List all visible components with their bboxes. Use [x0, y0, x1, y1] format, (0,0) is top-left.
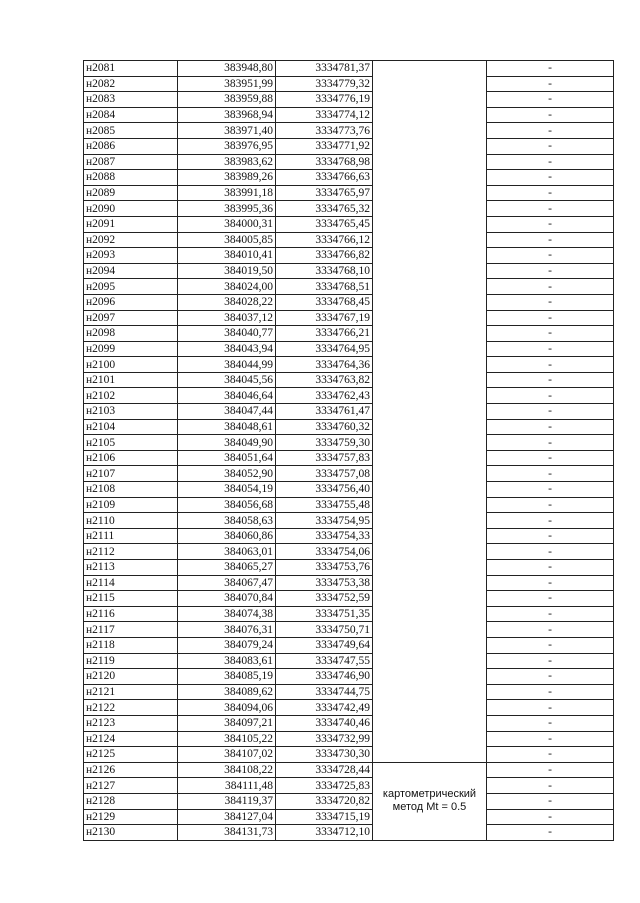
table-row — [84, 357, 614, 373]
y-coordinate-cell: 3334754,33 — [276, 528, 373, 544]
point-number-cell: н2084 — [84, 107, 178, 123]
table-row — [84, 466, 614, 482]
point-number-cell: н2099 — [84, 341, 178, 357]
x-coordinate-cell: 384105,22 — [178, 731, 276, 747]
coordinates-table-body — [84, 61, 614, 841]
y-coordinate-cell: 3334768,45 — [276, 294, 373, 310]
error-cell: - — [487, 653, 614, 669]
error-cell: - — [487, 372, 614, 388]
y-coordinate-cell: 3334715,19 — [276, 809, 373, 825]
y-coordinate-cell: 3334728,44 — [276, 762, 373, 778]
x-coordinate-cell: 383989,26 — [178, 170, 276, 186]
method-cell — [373, 762, 487, 840]
point-number-cell: н2111 — [84, 528, 178, 544]
table-row — [84, 622, 614, 638]
x-coordinate-cell: 384054,19 — [178, 482, 276, 498]
point-number-cell: н2122 — [84, 700, 178, 716]
y-coordinate-cell: 3334768,10 — [276, 263, 373, 279]
table-row — [84, 450, 614, 466]
table-row — [84, 575, 614, 591]
y-coordinate-cell: 3334774,12 — [276, 107, 373, 123]
x-coordinate-cell: 384045,56 — [178, 372, 276, 388]
x-coordinate-cell: 384097,21 — [178, 715, 276, 731]
error-cell: - — [487, 684, 614, 700]
x-coordinate-cell: 384085,19 — [178, 669, 276, 685]
error-cell: - — [487, 107, 614, 123]
y-coordinate-cell: 3334773,76 — [276, 123, 373, 139]
error-cell: - — [487, 232, 614, 248]
table-row — [84, 138, 614, 154]
y-coordinate-cell: 3334742,49 — [276, 700, 373, 716]
table-row — [84, 762, 614, 778]
error-cell: - — [487, 560, 614, 576]
error-cell: - — [487, 201, 614, 217]
y-coordinate-cell: 3334752,59 — [276, 591, 373, 607]
point-number-cell: н2108 — [84, 482, 178, 498]
point-number-cell: н2086 — [84, 138, 178, 154]
x-coordinate-cell: 384052,90 — [178, 466, 276, 482]
y-coordinate-cell: 3334776,19 — [276, 92, 373, 108]
table-row — [84, 513, 614, 529]
error-cell: - — [487, 778, 614, 794]
table-row — [84, 263, 614, 279]
table-row — [84, 388, 614, 404]
error-cell: - — [487, 825, 614, 841]
point-number-cell: н2093 — [84, 248, 178, 264]
x-coordinate-cell: 384127,04 — [178, 809, 276, 825]
table-row — [84, 201, 614, 217]
point-number-cell: н2098 — [84, 326, 178, 342]
error-cell: - — [487, 248, 614, 264]
table-row — [84, 715, 614, 731]
x-coordinate-cell: 384048,61 — [178, 419, 276, 435]
point-number-cell: н2095 — [84, 279, 178, 295]
y-coordinate-cell: 3334763,82 — [276, 372, 373, 388]
x-coordinate-cell: 384119,37 — [178, 793, 276, 809]
table-row — [84, 825, 614, 841]
point-number-cell: н2089 — [84, 185, 178, 201]
table-row — [84, 419, 614, 435]
point-number-cell: н2085 — [84, 123, 178, 139]
point-number-cell: н2092 — [84, 232, 178, 248]
x-coordinate-cell: 383983,62 — [178, 154, 276, 170]
y-coordinate-cell: 3334749,64 — [276, 637, 373, 653]
table-row — [84, 637, 614, 653]
y-coordinate-cell: 3334767,19 — [276, 310, 373, 326]
y-coordinate-cell: 3334732,99 — [276, 731, 373, 747]
y-coordinate-cell: 3334720,82 — [276, 793, 373, 809]
table-row — [84, 310, 614, 326]
error-cell: - — [487, 700, 614, 716]
point-number-cell: н2128 — [84, 793, 178, 809]
x-coordinate-cell: 384058,63 — [178, 513, 276, 529]
point-number-cell: н2101 — [84, 372, 178, 388]
table-row — [84, 497, 614, 513]
point-number-cell: н2117 — [84, 622, 178, 638]
error-cell: - — [487, 747, 614, 763]
error-cell: - — [487, 715, 614, 731]
point-number-cell: н2083 — [84, 92, 178, 108]
point-number-cell: н2100 — [84, 357, 178, 373]
x-coordinate-cell: 383971,40 — [178, 123, 276, 139]
x-coordinate-cell: 383948,80 — [178, 61, 276, 77]
error-cell: - — [487, 435, 614, 451]
table-row — [84, 793, 614, 809]
y-coordinate-cell: 3334765,97 — [276, 185, 373, 201]
point-number-cell: н2091 — [84, 216, 178, 232]
x-coordinate-cell: 384019,50 — [178, 263, 276, 279]
point-number-cell: н2110 — [84, 513, 178, 529]
x-coordinate-cell: 383995,36 — [178, 201, 276, 217]
y-coordinate-cell: 3334730,30 — [276, 747, 373, 763]
table-row — [84, 372, 614, 388]
y-coordinate-cell: 3334768,51 — [276, 279, 373, 295]
y-coordinate-cell: 3334765,32 — [276, 201, 373, 217]
error-cell: - — [487, 61, 614, 77]
x-coordinate-cell: 384063,01 — [178, 544, 276, 560]
y-coordinate-cell: 3334740,46 — [276, 715, 373, 731]
error-cell: - — [487, 450, 614, 466]
error-cell: - — [487, 294, 614, 310]
error-cell: - — [487, 513, 614, 529]
x-coordinate-cell: 384076,31 — [178, 622, 276, 638]
point-number-cell: н2125 — [84, 747, 178, 763]
table-row — [84, 248, 614, 264]
y-coordinate-cell: 3334766,63 — [276, 170, 373, 186]
x-coordinate-cell: 384131,73 — [178, 825, 276, 841]
x-coordinate-cell: 384107,02 — [178, 747, 276, 763]
x-coordinate-cell: 383968,94 — [178, 107, 276, 123]
table-row — [84, 606, 614, 622]
x-coordinate-cell: 384046,64 — [178, 388, 276, 404]
y-coordinate-cell: 3334757,83 — [276, 450, 373, 466]
point-number-cell: н2129 — [84, 809, 178, 825]
x-coordinate-cell: 384037,12 — [178, 310, 276, 326]
y-coordinate-cell: 3334754,95 — [276, 513, 373, 529]
point-number-cell: н2081 — [84, 61, 178, 77]
error-cell: - — [487, 388, 614, 404]
point-number-cell: н2127 — [84, 778, 178, 794]
error-cell: - — [487, 731, 614, 747]
y-coordinate-cell: 3334766,21 — [276, 326, 373, 342]
y-coordinate-cell: 3334761,47 — [276, 404, 373, 420]
y-coordinate-cell: 3334764,36 — [276, 357, 373, 373]
table-row — [84, 61, 614, 77]
table-row — [84, 76, 614, 92]
y-coordinate-cell: 3334750,71 — [276, 622, 373, 638]
error-cell: - — [487, 793, 614, 809]
y-coordinate-cell: 3334754,06 — [276, 544, 373, 560]
table-row — [84, 435, 614, 451]
table-row — [84, 653, 614, 669]
point-number-cell: н2097 — [84, 310, 178, 326]
y-coordinate-cell: 3334766,82 — [276, 248, 373, 264]
error-cell: - — [487, 575, 614, 591]
x-coordinate-cell: 384067,47 — [178, 575, 276, 591]
error-cell: - — [487, 404, 614, 420]
table-row — [84, 185, 614, 201]
point-number-cell: н2090 — [84, 201, 178, 217]
x-coordinate-cell: 384000,31 — [178, 216, 276, 232]
error-cell: - — [487, 591, 614, 607]
point-number-cell: н2113 — [84, 560, 178, 576]
x-coordinate-cell: 384056,68 — [178, 497, 276, 513]
point-number-cell: н2126 — [84, 762, 178, 778]
error-cell: - — [487, 669, 614, 685]
point-number-cell: н2114 — [84, 575, 178, 591]
y-coordinate-cell: 3334762,43 — [276, 388, 373, 404]
table-row — [84, 170, 614, 186]
error-cell: - — [487, 637, 614, 653]
error-cell: - — [487, 466, 614, 482]
y-coordinate-cell: 3334755,48 — [276, 497, 373, 513]
point-number-cell: н2118 — [84, 637, 178, 653]
point-number-cell: н2102 — [84, 388, 178, 404]
x-coordinate-cell: 384083,61 — [178, 653, 276, 669]
x-coordinate-cell: 383951,99 — [178, 76, 276, 92]
error-cell: - — [487, 357, 614, 373]
error-cell: - — [487, 185, 614, 201]
error-cell: - — [487, 170, 614, 186]
x-coordinate-cell: 384005,85 — [178, 232, 276, 248]
x-coordinate-cell: 384024,00 — [178, 279, 276, 295]
x-coordinate-cell: 384043,94 — [178, 341, 276, 357]
error-cell: - — [487, 326, 614, 342]
error-cell: - — [487, 138, 614, 154]
x-coordinate-cell: 384111,48 — [178, 778, 276, 794]
y-coordinate-cell: 3334753,38 — [276, 575, 373, 591]
coordinates-table — [83, 60, 614, 841]
table-row — [84, 669, 614, 685]
table-row — [84, 279, 614, 295]
error-cell: - — [487, 482, 614, 498]
error-cell: - — [487, 310, 614, 326]
x-coordinate-cell: 383976,95 — [178, 138, 276, 154]
x-coordinate-cell: 384108,22 — [178, 762, 276, 778]
table-row — [84, 778, 614, 794]
table-row — [84, 731, 614, 747]
point-number-cell: н2107 — [84, 466, 178, 482]
y-coordinate-cell: 3334712,10 — [276, 825, 373, 841]
point-number-cell: н2123 — [84, 715, 178, 731]
point-number-cell: н2112 — [84, 544, 178, 560]
point-number-cell: н2103 — [84, 404, 178, 420]
point-number-cell: н2109 — [84, 497, 178, 513]
x-coordinate-cell: 384060,86 — [178, 528, 276, 544]
y-coordinate-cell: 3334725,83 — [276, 778, 373, 794]
point-number-cell: н2119 — [84, 653, 178, 669]
x-coordinate-cell: 384079,24 — [178, 637, 276, 653]
point-number-cell: н2094 — [84, 263, 178, 279]
point-number-cell: н2120 — [84, 669, 178, 685]
y-coordinate-cell: 3334771,92 — [276, 138, 373, 154]
x-coordinate-cell: 384047,44 — [178, 404, 276, 420]
table-row — [84, 216, 614, 232]
point-number-cell: н2106 — [84, 450, 178, 466]
x-coordinate-cell: 384040,77 — [178, 326, 276, 342]
x-coordinate-cell: 383991,18 — [178, 185, 276, 201]
x-coordinate-cell: 384049,90 — [178, 435, 276, 451]
x-coordinate-cell: 384070,84 — [178, 591, 276, 607]
error-cell: - — [487, 154, 614, 170]
x-coordinate-cell: 383959,88 — [178, 92, 276, 108]
table-row — [84, 684, 614, 700]
table-row — [84, 528, 614, 544]
table-row — [84, 232, 614, 248]
y-coordinate-cell: 3334759,30 — [276, 435, 373, 451]
point-number-cell: н2124 — [84, 731, 178, 747]
y-coordinate-cell: 3334747,55 — [276, 653, 373, 669]
error-cell: - — [487, 622, 614, 638]
error-cell: - — [487, 419, 614, 435]
x-coordinate-cell: 384044,99 — [178, 357, 276, 373]
table-row — [84, 544, 614, 560]
x-coordinate-cell: 384074,38 — [178, 606, 276, 622]
table-row — [84, 747, 614, 763]
table-row — [84, 326, 614, 342]
error-cell: - — [487, 606, 614, 622]
table-row — [84, 482, 614, 498]
y-coordinate-cell: 3334768,98 — [276, 154, 373, 170]
y-coordinate-cell: 3334744,75 — [276, 684, 373, 700]
x-coordinate-cell: 384065,27 — [178, 560, 276, 576]
point-number-cell: н2104 — [84, 419, 178, 435]
table-row — [84, 404, 614, 420]
table-row — [84, 107, 614, 123]
table-row — [84, 341, 614, 357]
x-coordinate-cell: 384094,06 — [178, 700, 276, 716]
y-coordinate-cell: 3334756,40 — [276, 482, 373, 498]
y-coordinate-cell: 3334757,08 — [276, 466, 373, 482]
table-row — [84, 154, 614, 170]
table-row — [84, 294, 614, 310]
point-number-cell: н2116 — [84, 606, 178, 622]
y-coordinate-cell: 3334766,12 — [276, 232, 373, 248]
y-coordinate-cell: 3334764,95 — [276, 341, 373, 357]
y-coordinate-cell: 3334781,37 — [276, 61, 373, 77]
point-number-cell: н2130 — [84, 825, 178, 841]
error-cell: - — [487, 341, 614, 357]
method-note: картометрический метод Mt = 0.5 — [382, 788, 477, 814]
error-cell: - — [487, 263, 614, 279]
table-row — [84, 809, 614, 825]
y-coordinate-cell: 3334765,45 — [276, 216, 373, 232]
x-coordinate-cell: 384028,22 — [178, 294, 276, 310]
x-coordinate-cell: 384010,41 — [178, 248, 276, 264]
y-coordinate-cell: 3334760,32 — [276, 419, 373, 435]
error-cell: - — [487, 762, 614, 778]
point-number-cell: н2096 — [84, 294, 178, 310]
y-coordinate-cell: 3334779,32 — [276, 76, 373, 92]
x-coordinate-cell: 384089,62 — [178, 684, 276, 700]
point-number-cell: н2115 — [84, 591, 178, 607]
error-cell: - — [487, 497, 614, 513]
table-row — [84, 700, 614, 716]
error-cell: - — [487, 279, 614, 295]
table-row — [84, 92, 614, 108]
error-cell: - — [487, 92, 614, 108]
y-coordinate-cell: 3334753,76 — [276, 560, 373, 576]
point-number-cell: н2121 — [84, 684, 178, 700]
table-row — [84, 591, 614, 607]
error-cell: - — [487, 809, 614, 825]
point-number-cell: н2082 — [84, 76, 178, 92]
error-cell: - — [487, 123, 614, 139]
x-coordinate-cell: 384051,64 — [178, 450, 276, 466]
table-row — [84, 560, 614, 576]
error-cell: - — [487, 528, 614, 544]
point-number-cell: н2088 — [84, 170, 178, 186]
error-cell: - — [487, 544, 614, 560]
y-coordinate-cell: 3334746,90 — [276, 669, 373, 685]
table-row — [84, 123, 614, 139]
method-cell-empty — [373, 61, 487, 763]
y-coordinate-cell: 3334751,35 — [276, 606, 373, 622]
error-cell: - — [487, 76, 614, 92]
point-number-cell: н2105 — [84, 435, 178, 451]
error-cell: - — [487, 216, 614, 232]
point-number-cell: н2087 — [84, 154, 178, 170]
